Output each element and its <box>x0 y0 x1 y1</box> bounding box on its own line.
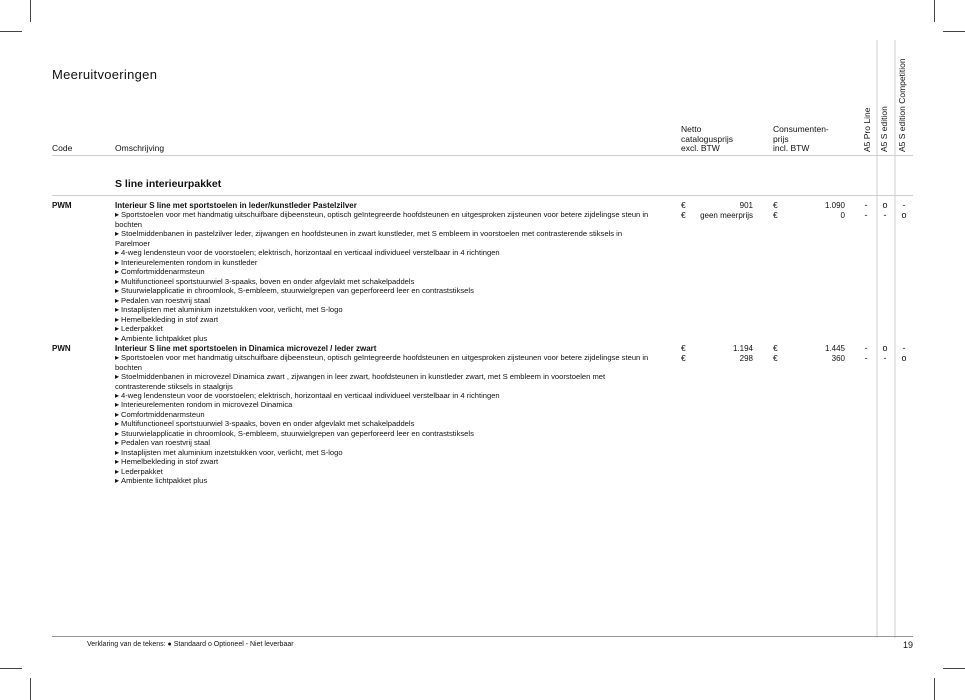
header-model-pro-line: A5 Pro Line <box>862 107 872 152</box>
list-item: ▸ Pedalen van roestvrij staal <box>115 296 655 306</box>
availability-mark: o <box>901 210 907 220</box>
crop-mark <box>943 668 965 669</box>
list-item: ▸ Stoelmiddenbanen in microvezel Dinamica zwart , zijwangen in leer zwart, hoofdsteunen in kunstleder zwart, met S embleem in voorstoelen met contrasterende stiksels in staalgrijs <box>115 372 655 391</box>
net-price: 901 <box>739 201 753 210</box>
package-title: Interieur S line met sportstoelen in leder/kunstleder Pastelzilver <box>115 201 357 210</box>
consumer-price: 1.090 <box>824 201 845 210</box>
legend: Verklaring van de tekens: ● Standaard o Optioneel - Niet leverbaar <box>87 641 294 648</box>
list-item: ▸ Ambiente lichtpakket plus <box>115 334 655 344</box>
currency-symbol: € <box>773 210 778 220</box>
list-item: ▸ Instaplijsten met aluminium inzetstukken voor, verlicht, met S-logo <box>115 305 655 315</box>
crop-mark <box>0 31 22 32</box>
list-item: ▸ Hemelbekleding in stof zwart <box>115 315 655 325</box>
list-item: ▸ 4-weg lendensteun voor de voorstoelen; elektrisch, horizontaal en verticaal individueel verstelbaar in 4 richtingen <box>115 391 655 401</box>
currency-symbol: € <box>681 353 686 363</box>
page-title: Meeruitvoeringen <box>52 67 158 82</box>
header-net-price: Netto catalogusprijs excl. BTW <box>681 124 733 153</box>
section-rule <box>52 195 913 196</box>
net-price: geen meerprijs <box>700 211 753 220</box>
list-item: ▸ Interieurelementen rondom in microvezel Dinamica <box>115 400 655 410</box>
availability-mark: - <box>883 210 887 220</box>
availability-mark: o <box>882 200 888 210</box>
availability-mark: - <box>864 343 868 353</box>
list-item: ▸ Lederpakket <box>115 467 655 477</box>
net-price: 298 <box>739 354 753 363</box>
consumer-price: 360 <box>831 354 845 363</box>
availability-mark: - <box>902 343 906 353</box>
currency-symbol: € <box>681 200 686 210</box>
list-item: ▸ 4-weg lendensteun voor de voorstoelen; elektrisch, horizontaal en verticaal individueel verstelbaar in 4 richtingen <box>115 248 655 258</box>
availability-mark: o <box>901 353 907 363</box>
section-title: S line interieurpakket <box>115 178 222 190</box>
currency-symbol: € <box>773 353 778 363</box>
list-item: ▸ Comfortmiddenarmsteun <box>115 410 655 420</box>
header-rule <box>52 155 913 156</box>
list-item: ▸ Stuurwielapplicatie in chroomlook, S-embleem, stuurwielgrepen van geperforeerd leer en contraststiksels <box>115 429 655 439</box>
currency-symbol: € <box>681 210 686 220</box>
consumer-price: 0 <box>840 211 845 220</box>
column-separator <box>894 40 896 638</box>
crop-mark <box>0 668 22 669</box>
availability-mark: o <box>882 343 888 353</box>
list-item: ▸ Multifunctioneel sportstuurwiel 3-spaaks, boven en onder afgevlakt met schakelpaddels <box>115 419 655 429</box>
crop-mark <box>30 678 31 700</box>
crop-mark <box>934 678 935 700</box>
header-model-s-edition: A5 S edition <box>879 106 889 152</box>
package-code: PWN <box>52 344 71 353</box>
header-description: Omschrijving <box>115 143 165 153</box>
page-number: 19 <box>903 640 914 650</box>
list-item: ▸ Sportstoelen voor met handmatig uitschuifbare dijbeensteun, optisch geïntegreerde hoofdsteunen en uitgesproken zijsteunen voor betere zijdelingse steun in bochten <box>115 353 655 372</box>
currency-symbol: € <box>773 200 778 210</box>
crop-mark <box>30 0 31 22</box>
list-item: ▸ Pedalen van roestvrij staal <box>115 438 655 448</box>
list-item: ▸ Hemelbekleding in stof zwart <box>115 457 655 467</box>
availability-mark: - <box>864 353 868 363</box>
list-item: ▸ Ambiente lichtpakket plus <box>115 476 655 486</box>
header-consumer-price: Consumenten- prijs incl. BTW <box>773 124 829 153</box>
header-model-s-edition-competition: A5 S edition Competition <box>897 58 907 152</box>
package-code: PWM <box>52 201 72 210</box>
list-item: ▸ Stoelmiddenbanen in pastelzilver leder, zijwangen en hoofdsteunen in zwart kunstleder, met S embleem in voorstoelen met contrasterende stiksels in Parelmoer <box>115 229 655 248</box>
availability-mark: - <box>864 210 868 220</box>
list-item: ▸ Sportstoelen voor met handmatig uitschuifbare dijbeensteun, optisch geïntegreerde hoofdsteunen en uitgesproken zijsteunen voor betere zijdelingse steun in bochten <box>115 210 655 229</box>
currency-symbol: € <box>773 343 778 353</box>
net-price: 1.194 <box>732 344 753 353</box>
currency-symbol: € <box>681 343 686 353</box>
consumer-price: 1.445 <box>824 344 845 353</box>
column-separator <box>876 40 878 638</box>
list-item: ▸ Stuurwielapplicatie in chroomlook, S-embleem, stuurwielgrepen van geperforeerd leer en contraststiksels <box>115 286 655 296</box>
availability-mark: - <box>883 353 887 363</box>
header-code: Code <box>52 143 73 153</box>
list-item: ▸ Comfortmiddenarmsteun <box>115 267 655 277</box>
list-item: ▸ Multifunctioneel sportstuurwiel 3-spaaks, boven en onder afgevlakt met schakelpaddels <box>115 277 655 287</box>
list-item: ▸ Lederpakket <box>115 324 655 334</box>
list-item: ▸ Instaplijsten met aluminium inzetstukken voor, verlicht, met S-logo <box>115 448 655 458</box>
package-title: Interieur S line met sportstoelen in Dinamica microvezel / leder zwart <box>115 344 377 353</box>
availability-mark: - <box>902 200 906 210</box>
availability-mark: - <box>864 200 868 210</box>
crop-mark <box>943 31 965 32</box>
footer-rule <box>52 636 913 637</box>
list-item: ▸ Interieurelementen rondom in kunstleder <box>115 258 655 268</box>
crop-mark <box>934 0 935 22</box>
